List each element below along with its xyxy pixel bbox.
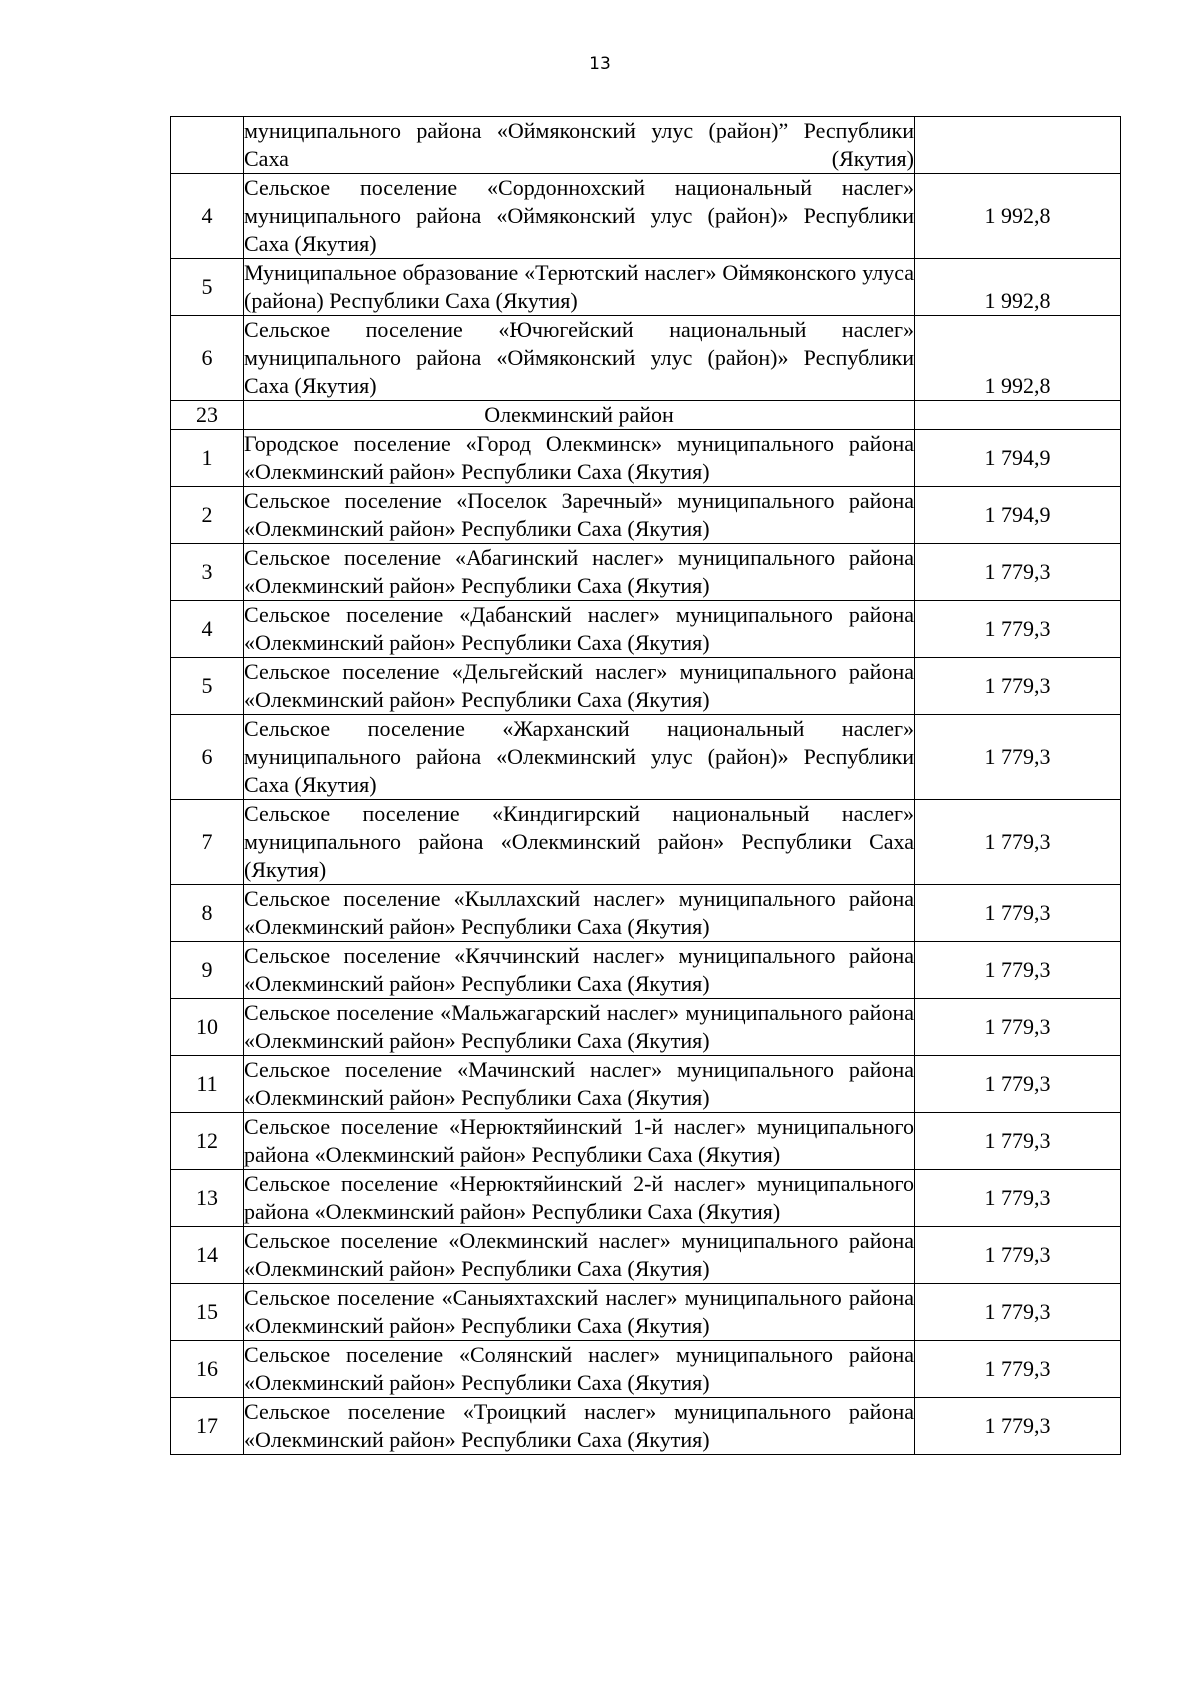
amount-value: 1 779,3 (915, 1056, 1121, 1113)
settlement-name: Сельское поселение «Абагинский наслег» муниципального района «Олекминский район» Республики Саха (Якутия) (244, 544, 915, 601)
settlement-name: Сельское поселение «Мальжагарский наслег» муниципального района «Олекминский район» Республики Саха (Якутия) (244, 999, 915, 1056)
row-number: 6 (171, 316, 244, 401)
row-number: 5 (171, 259, 244, 316)
amount-value (915, 117, 1121, 174)
table-row (171, 1284, 1121, 1341)
row-number: 7 (171, 800, 244, 885)
row-number: 15 (171, 1284, 244, 1341)
row-number: 5 (171, 658, 244, 715)
settlement-name: Сельское поселение «Нерюктяйинский 1-й наслег» муниципального района «Олекминский район» Республики Саха (Якутия) (244, 1113, 915, 1170)
table-row (171, 1341, 1121, 1398)
page-number: 13 (589, 54, 611, 74)
amount-value: 1 779,3 (915, 658, 1121, 715)
table-row (171, 601, 1121, 658)
row-number: 16 (171, 1341, 244, 1398)
amount-value: 1 992,8 (915, 174, 1121, 259)
row-number: 10 (171, 999, 244, 1056)
amount-value: 1 779,3 (915, 1113, 1121, 1170)
table-row (171, 1056, 1121, 1113)
table-row (171, 174, 1121, 259)
settlement-name: Сельское поселение «Поселок Заречный» муниципального района «Олекминский район» Республики Саха (Якутия) (244, 487, 915, 544)
row-number: 3 (171, 544, 244, 601)
settlement-name: Сельское поселение «Троицкий наслег» муниципального района «Олекминский район» Республики Саха (Якутия) (244, 1398, 915, 1455)
table-row (171, 259, 1121, 316)
table-row (171, 430, 1121, 487)
table-row (171, 544, 1121, 601)
table-row (171, 401, 1121, 430)
table-row (171, 1113, 1121, 1170)
settlement-name: Сельское поселение «Сордоннохский национальный наслег» муниципального района «Оймяконский улус (район)» Республики Саха (Якутия) (244, 174, 915, 259)
amount-value: 1 992,8 (915, 316, 1121, 401)
table-row (171, 1170, 1121, 1227)
settlement-name: Сельское поселение «Дельгейский наслег» муниципального района «Олекминский район» Республики Саха (Якутия) (244, 658, 915, 715)
settlement-name: Муниципальное образование «Терютский наслег» Оймяконского улуса (района) Республики Саха (Якутия) (244, 259, 915, 316)
table-row (171, 715, 1121, 800)
amount-value: 1 779,3 (915, 1398, 1121, 1455)
amount-value: 1 779,3 (915, 999, 1121, 1056)
amount-value: 1 779,3 (915, 1284, 1121, 1341)
row-number: 8 (171, 885, 244, 942)
amount-value: 1 779,3 (915, 715, 1121, 800)
section-title: Олекминский район (244, 401, 915, 430)
settlement-name: Сельское поселение «Киндигирский национальный наслег» муниципального района «Олекминский район» Республики Саха (Якутия) (244, 800, 915, 885)
table-row (171, 1398, 1121, 1455)
row-number: 13 (171, 1170, 244, 1227)
table-row (171, 658, 1121, 715)
row-number: 9 (171, 942, 244, 999)
settlement-name: Сельское поселение «Мачинский наслег» муниципального района «Олекминский район» Республики Саха (Якутия) (244, 1056, 915, 1113)
amount-value: 1 779,3 (915, 1170, 1121, 1227)
settlement-name: муниципального района «Оймяконский улус (район)” Республики Саха (Якутия) (244, 117, 915, 174)
settlement-name: Сельское поселение «Олекминский наслег» муниципального района «Олекминский район» Республики Саха (Якутия) (244, 1227, 915, 1284)
table-row (171, 117, 1121, 174)
amount-value: 1 992,8 (915, 259, 1121, 316)
row-number: 1 (171, 430, 244, 487)
row-number: 6 (171, 715, 244, 800)
row-number: 11 (171, 1056, 244, 1113)
settlement-name: Сельское поселение «Жарханский национальный наслег» муниципального района «Олекминский улус (район)» Республики Саха (Якутия) (244, 715, 915, 800)
amount-value: 1 779,3 (915, 601, 1121, 658)
table-row (171, 999, 1121, 1056)
table-row (171, 316, 1121, 401)
row-number: 14 (171, 1227, 244, 1284)
settlement-name: Сельское поселение «Дабанский наслег» муниципального района «Олекминский район» Республики Саха (Якутия) (244, 601, 915, 658)
settlement-name: Сельское поселение «Саныяхтахский наслег» муниципального района «Олекминский район» Республики Саха (Якутия) (244, 1284, 915, 1341)
row-number: 4 (171, 601, 244, 658)
amount-value (915, 401, 1121, 430)
amount-value: 1 794,9 (915, 430, 1121, 487)
row-number: 17 (171, 1398, 244, 1455)
amount-value: 1 779,3 (915, 800, 1121, 885)
table-row (171, 885, 1121, 942)
row-number: 2 (171, 487, 244, 544)
settlement-name: Сельское поселение «Ючюгейский национальный наслег» муниципального района «Оймяконский улус (район)» Республики Саха (Якутия) (244, 316, 915, 401)
row-number (171, 117, 244, 174)
amount-value: 1 779,3 (915, 942, 1121, 999)
settlements-table (170, 116, 1121, 1455)
amount-value: 1 779,3 (915, 1227, 1121, 1284)
row-number: 12 (171, 1113, 244, 1170)
table-body (171, 117, 1121, 1455)
settlement-name: Сельское поселение «Кыллахский наслег» муниципального района «Олекминский район» Республики Саха (Якутия) (244, 885, 915, 942)
settlement-name: Сельское поселение «Солянский наслег» муниципального района «Олекминский район» Республики Саха (Якутия) (244, 1341, 915, 1398)
amount-value: 1 779,3 (915, 1341, 1121, 1398)
amount-value: 1 779,3 (915, 544, 1121, 601)
row-number: 4 (171, 174, 244, 259)
settlement-name: Сельское поселение «Кяччинский наслег» муниципального района «Олекминский район» Республики Саха (Якутия) (244, 942, 915, 999)
table-row (171, 800, 1121, 885)
amount-value: 1 779,3 (915, 885, 1121, 942)
table-row (171, 1227, 1121, 1284)
row-number: 23 (171, 401, 244, 430)
amount-value: 1 794,9 (915, 487, 1121, 544)
settlement-name: Городское поселение «Город Олекминск» муниципального района «Олекминский район» Республики Саха (Якутия) (244, 430, 915, 487)
table-row (171, 942, 1121, 999)
table-row (171, 487, 1121, 544)
settlement-name: Сельское поселение «Нерюктяйинский 2-й наслег» муниципального района «Олекминский район» Республики Саха (Якутия) (244, 1170, 915, 1227)
